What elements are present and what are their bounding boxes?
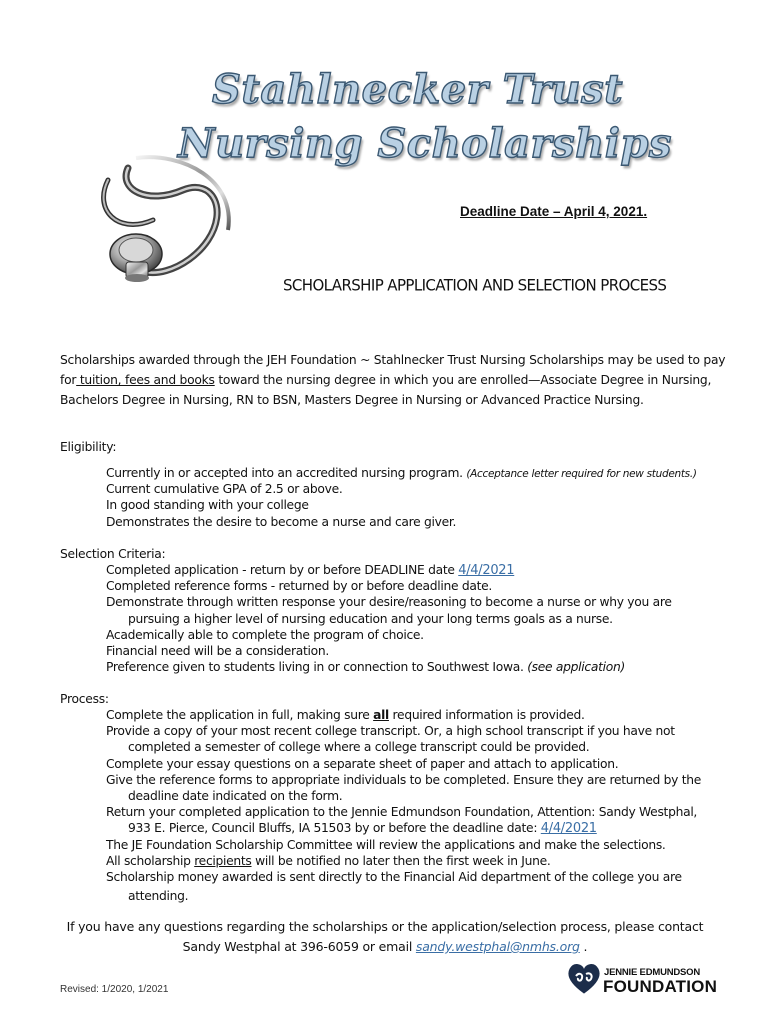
closing-period: . <box>579 939 588 954</box>
tuition-fees-books: tuition, fees and books <box>76 373 215 387</box>
list-item <box>106 820 701 836</box>
intro-line-2-post: toward the nursing degree in which you are enrolled—Associate Degree in Nursing, <box>214 373 712 387</box>
list-item: Provide a copy of your most recent college transcript. Or, a high school transcript if you have not <box>106 724 675 739</box>
list-item: Return your completed application to the Jennie Edmundson Foundation, Attention: Sandy Westphal, <box>106 805 698 820</box>
list-item: attending. <box>128 889 189 904</box>
list-item: deadline date indicated on the form. <box>128 788 343 803</box>
process-item-7-pre: All scholarship <box>106 853 195 868</box>
closing-paragraph <box>0 917 770 957</box>
selection-list <box>106 562 672 675</box>
intro-line-2 <box>60 370 725 390</box>
closing-line-1: If you have any questions regarding the scholarships or the application/selection process, please contact <box>66 919 704 934</box>
list-item: Completed reference forms - returned by or before deadline date. <box>106 579 493 594</box>
process-item-5-address: 933 E. Pierce, Council Bluffs, IA 51503 by or before the deadline date: <box>128 821 541 836</box>
acceptance-note: (Acceptance letter required for new students.) <box>466 468 697 480</box>
list-item <box>106 659 672 675</box>
deadline-date-link: 4/4/2021 <box>540 821 597 837</box>
list-item: Financial need will be a consideration. <box>106 643 329 658</box>
list-item <box>106 465 697 481</box>
process-item-1-pre: Complete the application in full, making sure <box>106 708 374 722</box>
section-heading: SCHOLARSHIP APPLICATION AND SELECTION PROCESS <box>283 275 667 295</box>
intro-line-2-pre: for <box>60 373 77 387</box>
intro-line-3: Bachelors Degree in Nursing, RN to BSN, Masters Degree in Nursing or Advanced Practice Nursing. <box>60 393 644 407</box>
list-item: Demonstrates the desire to become a nurse and care giver. <box>106 514 457 529</box>
list-item: completed a semester of college where a college transcript could be provided. <box>128 740 590 755</box>
list-item: Demonstrate through written response your desire/reasoning to become a nurse or why you are <box>106 595 672 610</box>
list-item <box>106 853 701 869</box>
selection-item-6: Preference given to students living in or connection to Southwest Iowa. <box>106 660 528 675</box>
revised-date: Revised: 1/2020, 1/2021 <box>60 984 169 995</box>
heart-logo-icon <box>566 962 602 996</box>
title-line-2: Nursing Scholarships <box>178 120 672 167</box>
process-item-7-post: will be notified no later then the first week in June. <box>251 853 551 868</box>
list-item: Give the reference forms to appropriate individuals to be completed. Ensure they are returned by the <box>106 772 702 787</box>
list-item: Complete your essay questions on a separate sheet of paper and attach to application. <box>106 756 619 771</box>
intro-paragraph <box>60 350 725 410</box>
list-item: In good standing with your college <box>106 498 309 513</box>
recipients-link: recipients <box>194 853 252 868</box>
list-item: Scholarship money awarded is sent directly to the Financial Aid department of the college you are <box>106 869 682 884</box>
list-item <box>106 562 672 578</box>
selection-criteria-label: Selection Criteria: <box>60 547 166 561</box>
list-item: Current cumulative GPA of 2.5 or above. <box>106 482 343 497</box>
process-item-1-post: required information is provided. <box>388 708 585 722</box>
process-label: Process: <box>60 692 109 706</box>
list-item: Academically able to complete the program of choice. <box>106 627 424 642</box>
eligibility-item-1: Currently in or accepted into an accredited nursing program. <box>106 466 467 480</box>
logo-text-bottom: FOUNDATION <box>603 977 718 996</box>
deadline-date: Deadline Date – April 4, 2021. <box>460 204 648 219</box>
all-emphasis: all <box>373 708 389 722</box>
selection-item-1: Completed application - return by or before DEADLINE date <box>106 563 459 577</box>
email-link[interactable]: sandy.westphal@nmhs.org <box>415 939 580 954</box>
intro-line-1: Scholarships awarded through the JEH Foundation ~ Stahlnecker Trust Nursing Scholarships may be used to pay <box>60 353 726 367</box>
logo-text-top: JENNIE EDMUNDSON <box>604 967 701 978</box>
eligibility-list <box>106 465 697 530</box>
deadline-date-link: 4/4/2021 <box>458 563 515 578</box>
eligibility-label: Eligibility: <box>60 440 117 454</box>
see-application-note: (see application) <box>527 660 625 675</box>
stethoscope-icon <box>88 150 238 300</box>
list-item: pursuing a higher level of nursing education and your long terms goals as a nurse. <box>128 611 613 626</box>
closing-line-2 <box>0 937 770 957</box>
list-item <box>106 707 701 723</box>
process-list <box>106 707 701 904</box>
list-item: The JE Foundation Scholarship Committee will review the applications and make the selections. <box>106 837 666 852</box>
closing-contact: Sandy Westphal at 396-6059 or email <box>182 939 416 954</box>
title-line-1: Stahlnecker Trust <box>212 66 624 113</box>
